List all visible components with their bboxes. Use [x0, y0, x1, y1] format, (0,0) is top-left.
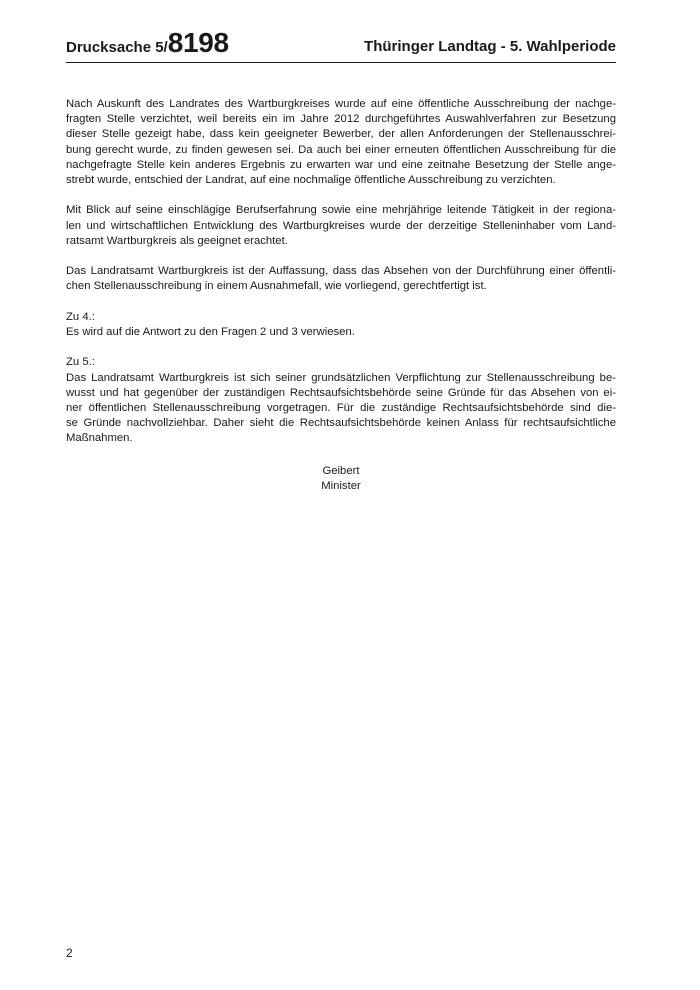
text-line: wusst und hat gegenüber der zuständigen Rechtsaufsichtsbehörde seine Gründe für das Absehen von ei- [66, 386, 616, 399]
text-line: ratsamt Wartburgkreis als geeignet erachtet. [66, 234, 288, 247]
paragraph-2 [66, 203, 616, 249]
signatory-name: Geibert [322, 465, 360, 477]
text-line: strebt wurde, entschied der Landrat, auf eine nochmalige öffentliche Ausschreibung zu verzichten. [66, 174, 556, 187]
answer-4 [66, 310, 616, 340]
text-line: se Gründe nachvollziehbar. Daher sieht die Rechtsaufsichtsbehörde keinen Anlass für rechtsaufsichtliche [66, 417, 616, 430]
text-line: Maßnahmen. [66, 432, 133, 445]
document-body [66, 97, 616, 462]
parliament-title: Thüringer Landtag - 5. Wahlperiode [364, 38, 616, 55]
text-line: len und wirtschaftlichen Entwicklung des Wartburgkreises wurde der derzeitige Stelleninhaber vom Land- [66, 219, 616, 232]
text-line: Mit Blick auf seine einschlägige Berufserfahrung sowie eine mehrjährige leitende Tätigkeit in der regiona- [66, 204, 616, 217]
text-line: Es wird auf die Antwort zu den Fragen 2 und 3 verwiesen. [66, 326, 355, 338]
page-header [66, 26, 616, 63]
document-id [66, 29, 229, 57]
signatory-title: Minister [321, 480, 361, 493]
document-id-prefix: Drucksache 5/ [66, 39, 168, 56]
answer-heading: Zu 5.: [66, 356, 95, 369]
text-line: Das Landratsamt Wartburgkreis ist der Auffassung, dass das Absehen von der Durchführung einer öffentli- [66, 265, 616, 278]
paragraph-1 [66, 97, 616, 188]
text-line: fragten Stelle verzichtet, weil bereits ein im Jahre 2012 durchgeführtes Auswahlverfahren zur Besetzung [66, 113, 616, 126]
signature-block [66, 464, 616, 494]
text-line: ner öffentlichen Stellenausschreibung vorgetragen. Für die zuständige Rechtsaufsichtsbehörde sind die- [66, 402, 616, 414]
text-line: dieser Stelle gezeigt habe, dass kein geeigneter Bewerber, der allen Anforderungen der Stellenausschrei- [66, 128, 616, 141]
text-line: chen Stellenausschreibung in einem Ausnahmefall, wie vorliegend, gerechtfertigt ist. [66, 280, 487, 293]
text-line: Nach Auskunft des Landrates des Wartburgkreises wurde auf eine öffentliche Ausschreibung der nachge- [66, 98, 616, 110]
text-line: nachgefragte Stelle kein anderes Ergebnis zu erwarten war und eine zeitnahe Besetzung der Stelle ange- [66, 158, 616, 171]
text-line: bung gerecht wurde, zu finden gewesen sei. Da auch bei einer erneuten öffentlichen Ausschreibung für die [66, 143, 616, 156]
text-line: Das Landratsamt Wartburgkreis ist sich seiner grundsätzlichen Verpflichtung zur Stellenausschreibung be- [66, 371, 616, 384]
document-number: 8198 [167, 27, 229, 58]
page-number: 2 [66, 946, 73, 960]
answer-heading: Zu 4.: [66, 310, 95, 323]
paragraph-3 [66, 264, 616, 294]
answer-5 [66, 355, 616, 446]
